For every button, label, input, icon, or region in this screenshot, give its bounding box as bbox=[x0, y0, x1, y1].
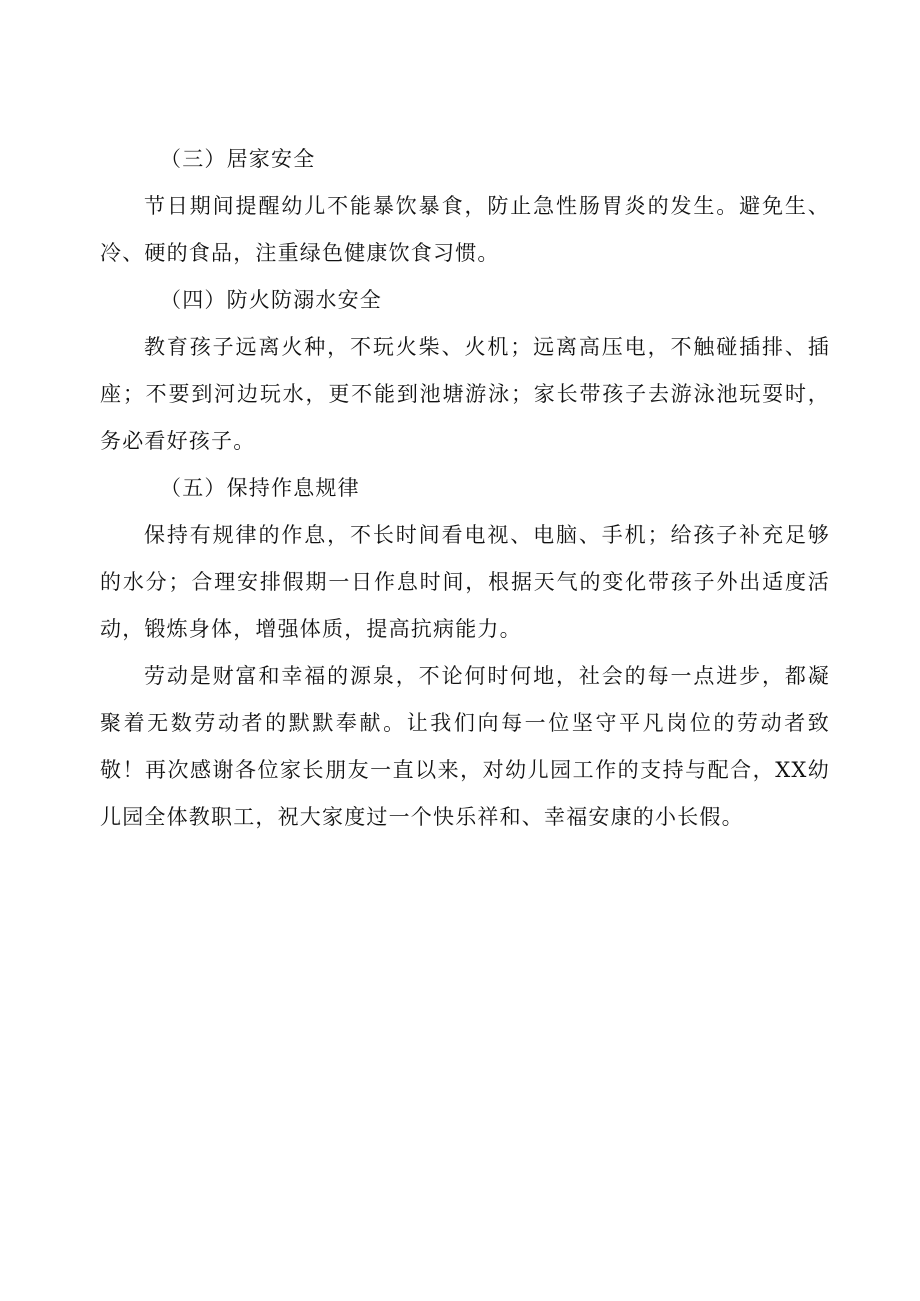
closing-paragraph: 劳动是财富和幸福的源泉，不论何时何地，社会的每一点进步，都凝聚着无数劳动者的默默奉献。让我们向每一位坚守平凡岗位的劳动者致敬！再次感谢各位家长朋友一直以来，对幼儿园工作的支持与配合，XX幼儿园全体教职工，祝大家度过一个快乐祥和、幸福安康的小长假。 bbox=[100, 664, 830, 829]
section-heading-fire-water-safety: （四）防火防溺水安全 bbox=[160, 288, 382, 312]
section-heading-routine: （五）保持作息规律 bbox=[160, 476, 360, 500]
section-heading-home-safety: （三）居家安全 bbox=[160, 147, 316, 171]
section-body-home-safety: 节日期间提醒幼儿不能暴饮暴食，防止急性肠胃炎的发生。避免生、冷、硬的食品，注重绿色健康饮食习惯。 bbox=[100, 194, 830, 265]
document-body bbox=[100, 136, 830, 841]
section-body-fire-water-safety: 教育孩子远离火种，不玩火柴、火机；远离高压电，不触碰插排、插座；不要到河边玩水，更不能到池塘游泳；家长带孩子去游泳池玩耍时，务必看好孩子。 bbox=[100, 335, 830, 453]
section-body-routine: 保持有规律的作息，不长时间看电视、电脑、手机；给孩子补充足够的水分；合理安排假期一日作息时间，根据天气的变化带孩子外出适度活动，锻炼身体，增强体质，提高抗病能力。 bbox=[100, 523, 830, 641]
